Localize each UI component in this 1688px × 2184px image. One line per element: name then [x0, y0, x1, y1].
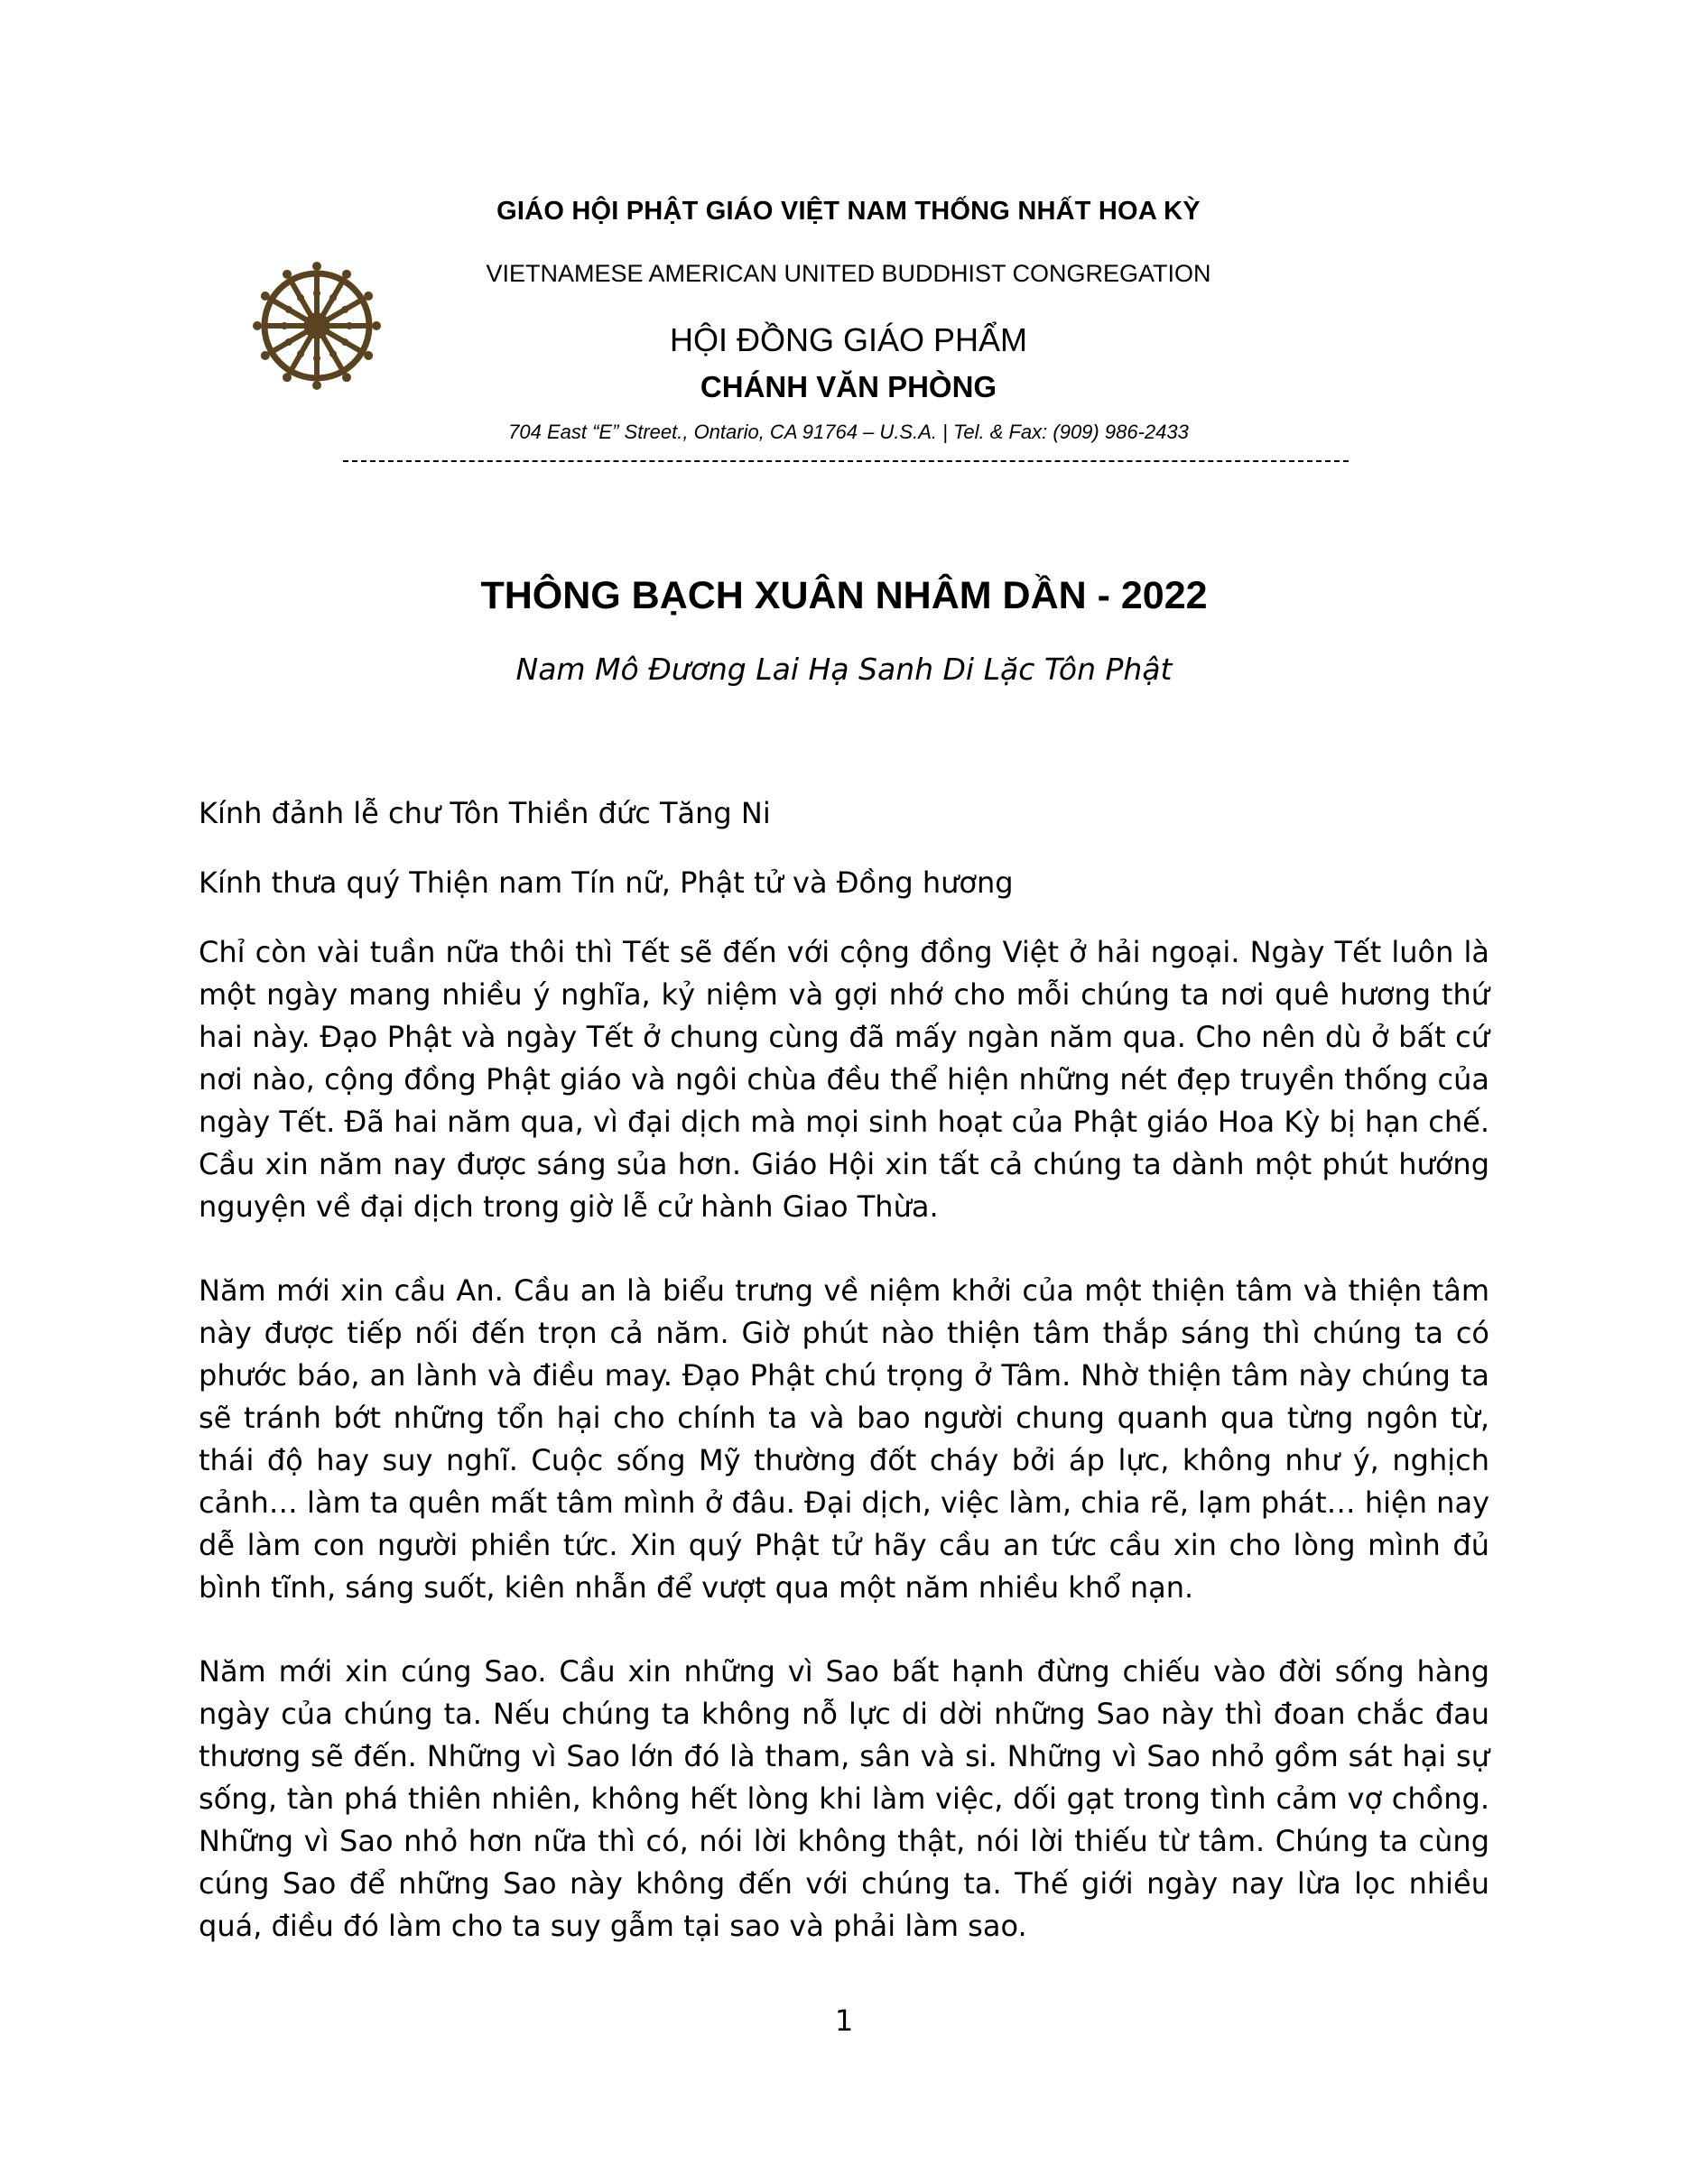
wheel-spoke-bead	[329, 350, 337, 357]
document-title: THÔNG BẠCH XUÂN NHÂM DẦN - 2022	[480, 574, 1208, 617]
wheel-spoke-bead	[297, 350, 304, 357]
paragraph-tet: Chỉ còn vài tuần nữa thôi thì Tết sẽ đến với cộng đồng Việt ở hải ngoại. Ngày Tết luôn là một ngày mang nhiều ý nghĩa, kỷ niệm và gợi nhớ cho mỗi chúng ta nơi quê hương thứ hai này. Đạo Phật và ngày Tết ở chung cùng đã mấy ngàn năm qua. Cho nên dù ở bất cứ nơi nào, cộng đồng Phật giáo và ngôi chùa đều thể hiện những nét đẹp truyền thống của ngày Tết. Đã hai năm qua, vì đại dịch mà mọi sinh hoạt của Phật giáo Hoa Kỳ bị hạn chế. Cầu xin năm nay được sáng sủa hơn. Giáo Hội xin tất cả chúng ta dành một phút hướng nguyện về đại dịch trong giờ lễ cử hành Giao Thừa.	[199, 935, 1489, 1224]
greeting-laity: Kính thưa quý Thiện nam Tín nữ, Phật tử và Đồng hương	[199, 865, 1014, 900]
wheel-knob	[342, 373, 351, 382]
wheel-spoke-bead	[341, 338, 348, 346]
wheel-knob	[253, 321, 262, 330]
organization-name-english: VIETNAMESE AMERICAN UNITED BUDDHIST CONGREGATION	[486, 260, 1211, 287]
page-number: 1	[834, 2004, 854, 2038]
wheel-knob	[372, 321, 381, 330]
paragraph-cung-sao: Năm mới xin cúng Sao. Cầu xin những vì Sao bất hạnh đừng chiếu vào đời sống hàng ngày của chúng ta. Nếu chúng ta không nỗ lực di dời những Sao này thì đoan chắc đau thương sẽ đến. Những vì Sao lớn đó là tham, sân và si. Những vì Sao nhỏ gồm sát hại sự sống, tàn phá thiên nhiên, không hết lòng khi làm việc, dối gạt trong tình cảm vợ chồng. Những vì Sao nhỏ hơn nữa thì có, nói lời không thật, nói lời thiếu từ tâm. Chúng ta cùng cúng Sao để những Sao này không đến với chúng ta. Thế giới ngày nay lừa lọc nhiều quá, điều đó làm cho ta suy gẫm tại sao và phải làm sao.	[199, 1654, 1489, 1943]
wheel-knob	[342, 270, 351, 279]
invocation: Nam Mô Đương Lai Hạ Sanh Di Lặc Tôn Phật	[515, 652, 1173, 687]
council-name: HỘI ĐỒNG GIÁO PHẨM	[669, 321, 1028, 358]
wheel-spoke-bead	[346, 322, 353, 329]
office-address: 704 East “E” Street., Ontario, CA 91764 – U.S.A. | Tel. & Fax: (909) 986-2433	[508, 421, 1189, 443]
wheel-spoke-bead	[329, 294, 337, 301]
wheel-spoke-bead	[313, 355, 320, 362]
wheel-knob	[261, 351, 270, 360]
dharma-wheel-icon	[249, 258, 385, 393]
wheel-spoke-bead	[285, 338, 292, 346]
letterhead	[0, 0, 1688, 487]
wheel-spoke-bead	[313, 290, 320, 297]
wheel-spoke-bead	[341, 306, 348, 313]
wheel-spoke-bead	[281, 322, 288, 329]
greeting-clergy: Kính đảnh lễ chư Tôn Thiền đức Tăng Ni	[199, 796, 771, 830]
header-divider	[343, 460, 1349, 462]
letter-body	[199, 792, 1489, 1989]
wheel-spoke-bead	[285, 306, 292, 313]
wheel-spoke-bead	[297, 294, 304, 301]
paragraph-cau-an: Năm mới xin cầu An. Cầu an là biểu trưng về niệm khởi của một thiện tâm và thiện tâm này được tiếp nối đến trọn cả năm. Giờ phút nào thiện tâm thắp sáng thì chúng ta có phước báo, an lành và điều may. Đạo Phật chú trọng ở Tâm. Nhờ thiện tâm này chúng ta sẽ tránh bớt những tổn hại cho chính ta và bao người chung quanh qua từng ngôn từ, thái độ hay suy nghĩ. Cuộc sống Mỹ thường đốt cháy bởi áp lực, không như ý, nghịch cảnh… làm ta quên mất tâm mình ở đâu. Đại dịch, việc làm, chia rẽ, lạm phát… hiện nay dễ làm con người phiền tức. Xin quý Phật tử hãy cầu an tức cầu xin cho lòng mình đủ bình tĩnh, sáng suốt, kiên nhẫn để vượt qua một năm nhiều khổ nạn.	[199, 1273, 1489, 1605]
office-name: CHÁNH VĂN PHÒNG	[700, 370, 997, 403]
wheel-knob	[312, 381, 321, 390]
wheel-knob	[261, 292, 270, 301]
wheel-knob	[283, 373, 292, 382]
wheel-knob	[312, 262, 321, 271]
organization-name-vietnamese: GIÁO HỘI PHẬT GIÁO VIỆT NAM THỐNG NHẤT HOA KỲ	[496, 197, 1201, 226]
wheel-knob	[283, 270, 292, 279]
wheel-knob	[364, 351, 373, 360]
wheel-knob	[364, 292, 373, 301]
